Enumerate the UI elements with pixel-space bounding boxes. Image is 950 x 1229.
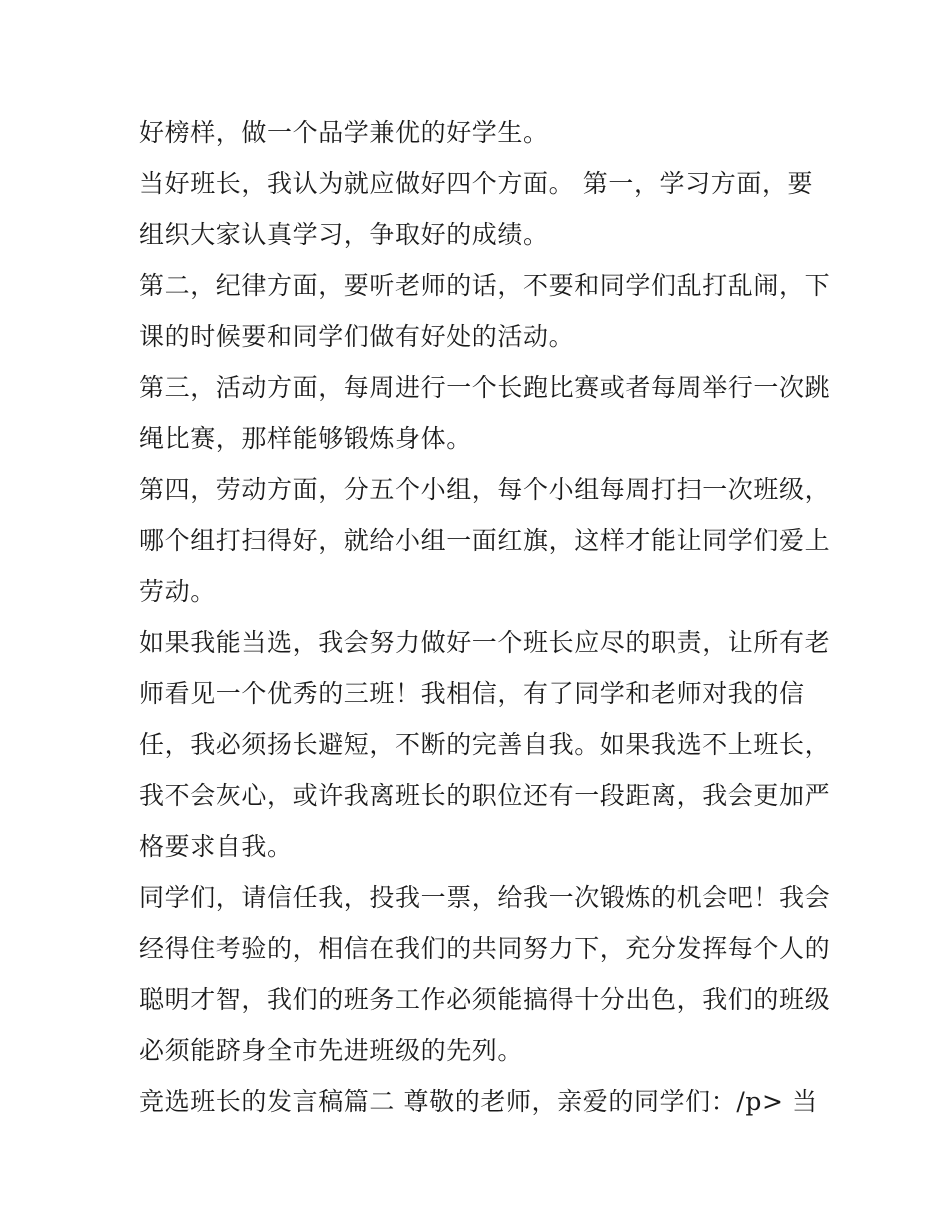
text-line: 聪明才智，我们的班务工作必须能搞得十分出色，我们的班级 — [139, 985, 831, 1014]
text-line: 格要求自我。 — [139, 832, 293, 861]
text-line: 好榜样，做一个品学兼优的好学生。 — [139, 118, 549, 147]
text-line: 劳动。 — [139, 577, 216, 606]
text-line: 竞选班长的发言稿篇二 尊敬的老师，亲爱的同学们：/p> 当 — [139, 1087, 818, 1116]
text-line: 第四，劳动方面，分五个小组，每个小组每周打扫一次班级， — [139, 475, 831, 504]
document-body — [139, 107, 831, 1127]
text-line: 组织大家认真学习，争取好的成绩。 — [139, 220, 549, 249]
text-line: 经得住考验的，相信在我们的共同努力下，充分发挥每个人的 — [139, 934, 831, 963]
text-line: 当好班长，我认为就应做好四个方面。 第一，学习方面，要 — [139, 169, 814, 198]
text-line: 如果我能当选，我会努力做好一个班长应尽的职责，让所有老 — [139, 628, 831, 657]
text-line: 课的时候要和同学们做有好处的活动。 — [139, 322, 575, 351]
text-line: 哪个组打扫得好，就给小组一面红旗，这样才能让同学们爱上 — [139, 526, 831, 555]
text-line: 同学们，请信任我，投我一票，给我一次锻炼的机会吧！我会 — [139, 883, 831, 912]
text-line: 我不会灰心，或许我离班长的职位还有一段距离，我会更加严 — [139, 781, 831, 810]
text-line: 绳比赛，那样能够锻炼身体。 — [139, 424, 472, 453]
text-line: 师看见一个优秀的三班！我相信，有了同学和老师对我的信 — [139, 679, 805, 708]
text-line: 第三，活动方面，每周进行一个长跑比赛或者每周举行一次跳 — [139, 373, 831, 402]
text-line: 第二，纪律方面，要听老师的话，不要和同学们乱打乱闹，下 — [139, 271, 831, 300]
text-line: 任，我必须扬长避短，不断的完善自我。如果我选不上班长， — [139, 730, 831, 759]
text-line: 必须能跻身全市先进班级的先列。 — [139, 1036, 524, 1065]
